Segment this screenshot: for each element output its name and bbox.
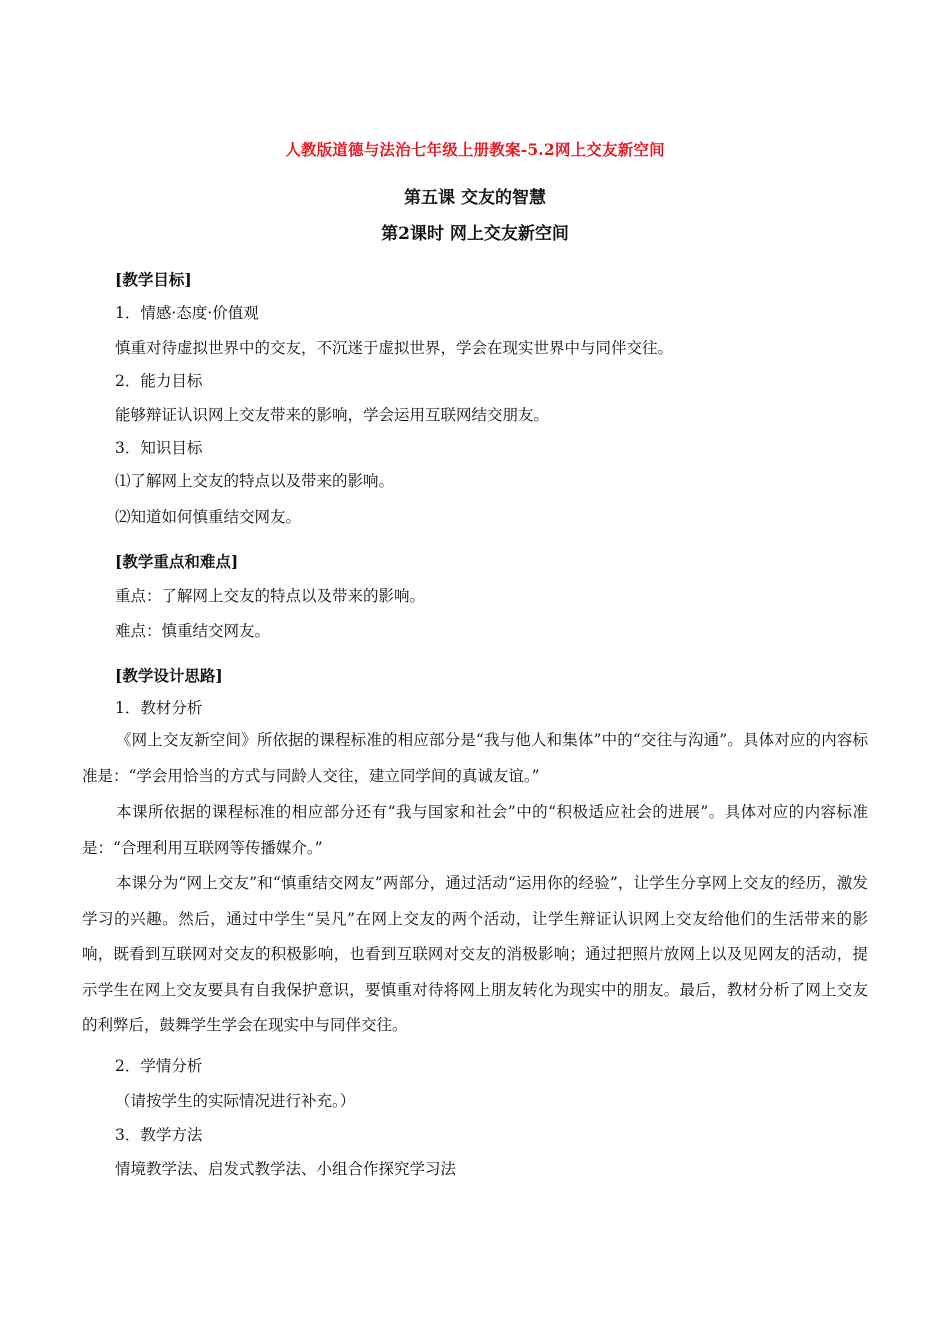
- objectives-heading: [教学目标]: [115, 270, 192, 289]
- objective-1-text: 慎重对待虚拟世界中的交友，不沉迷于虚拟世界，学会在现实世界中与同伴交往。: [115, 339, 674, 357]
- design-2-label: 2．学情分析: [115, 1057, 203, 1075]
- design-paragraph-2: 本课所依据的课程标准的相应部分还有“我与国家和社会”中的“积极适应社会的进展”。具体对应的内容标准是：“合理利用互联网等传播媒介。”: [82, 803, 868, 857]
- document-title: 人教版道德与法治七年级上册教案-5.2网上交友新空间: [285, 140, 665, 159]
- objective-3-sub-2: ⑵知道如何慎重结交网友。: [115, 508, 302, 526]
- design-2-text: （请按学生的实际情况进行补充。）: [115, 1092, 356, 1110]
- design-paragraph-3: 本课分为“网上交友”和“慎重结交网友”两部分，通过活动“运用你的经验”，让学生分享网上交友的经历，激发学习的兴趣。然后，通过中学生“吴凡”在网上交友的两个活动，让学生辩证认识网上交友给他们的生活带来的影响，既看到互联网对交友的积极影响，也看到互联网对交友的消极影响；通过把照片放网上以及见网友的活动，提示学生在网上交友要具有自我保护意识，要慎重对待将网上朋友转化为现实中的朋友。最后，教材分析了网上交友的利弊后，鼓舞学生学会在现实中与同伴交往。: [82, 874, 868, 1034]
- design-3-text: 情境教学法、启发式教学法、小组合作探究学习法: [115, 1160, 457, 1178]
- objective-3-sub-1: ⑴了解网上交友的特点以及带来的影响。: [115, 472, 395, 490]
- design-paragraph-1: 《网上交友新空间》所依据的课程标准的相应部分是“我与他人和集体”中的“交往与沟通”。具体对应的内容标准是：“学会用恰当的方式与同龄人交往，建立同学间的真诚友谊。”: [82, 731, 868, 785]
- design-heading: [教学设计思路]: [115, 666, 223, 685]
- objective-3-label: 3．知识目标: [115, 439, 203, 457]
- objective-2-text: 能够辩证认识网上交友带来的影响，学会运用互联网结交朋友。: [115, 406, 550, 424]
- key-point-text: 重点：了解网上交友的特点以及带来的影响。: [115, 587, 426, 605]
- design-3-label: 3．教学方法: [115, 1126, 203, 1144]
- key-points-heading: [教学重点和难点]: [115, 552, 239, 571]
- objective-1-label: 1．情感·态度·价值观: [115, 304, 259, 322]
- lesson-title: 第五课 交友的智慧: [404, 188, 546, 208]
- design-1-label: 1．教材分析: [115, 699, 203, 717]
- difficult-point-text: 难点：慎重结交网友。: [115, 622, 271, 640]
- objective-2-label: 2．能力目标: [115, 372, 203, 390]
- period-title: 第2课时 网上交友新空间: [381, 224, 569, 244]
